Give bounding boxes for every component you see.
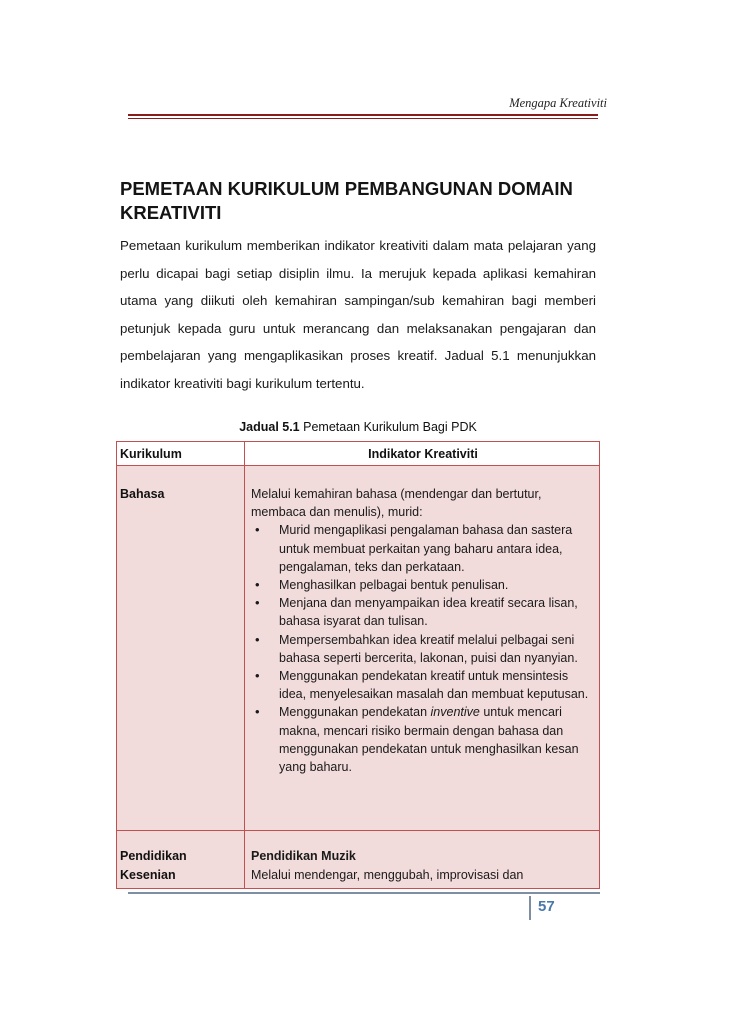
bahasa-bullet: • Mempersembahkan idea kreatif melalui pelbagai seni bahasa seperti bercerita, lakonan, puisi dan nyanyian. bbox=[251, 631, 595, 667]
page-number: 57 bbox=[538, 898, 555, 915]
bahasa-bullet-list bbox=[251, 521, 595, 776]
row-label-pendidikan: Pendidikan bbox=[120, 849, 187, 863]
running-header: Mengapa Kreativiti bbox=[509, 96, 607, 110]
bahasa-bullet: • Menggunakan pendekatan kreatif untuk mensintesis idea, menyelesaikan masalah dan membuat keputusan. bbox=[251, 667, 595, 703]
body-paragraph: Pemetaan kurikulum memberikan indikator kreativiti dalam mata pelajaran yang perlu dicapai bagi setiap disiplin ilmu. Ia merujuk kepada aplikasi kemahiran utama yang diikuti oleh kemahiran sampingan/sub kemahiran bagi memberi petunjuk kepada guru untuk merancang dan melaksanakan pengajaran dan pembelajaran yang mengaplikasikan proses kreatif. Jadual 5.1 menunjukkan indikator kreativiti bagi kurikulum tertentu. bbox=[120, 238, 596, 391]
table-header-row bbox=[117, 442, 599, 466]
footer-rule bbox=[128, 892, 600, 894]
curriculum-table bbox=[116, 441, 600, 889]
kesenian-indicators bbox=[251, 847, 595, 885]
bahasa-bullet: • Murid mengaplikasi pengalaman bahasa dan sastera untuk membuat perkaitan yang baharu antara idea, pengalaman, teks dan perkataan. bbox=[251, 521, 595, 576]
header-rule bbox=[128, 114, 598, 116]
table-row-kesenian bbox=[117, 831, 599, 888]
kesenian-subhead: Pendidikan Muzik bbox=[251, 849, 356, 863]
caption-text: Pemetaan Kurikulum Bagi PDK bbox=[299, 420, 477, 434]
header-indikator: Indikator Kreativiti bbox=[368, 447, 478, 461]
table-row-bahasa bbox=[117, 466, 599, 831]
caption-label: Jadual 5.1 bbox=[239, 420, 300, 434]
bahasa-bullet: • Menjana dan menyampaikan idea kreatif secara lisan, bahasa isyarat dan tulisan. bbox=[251, 594, 595, 630]
kesenian-text: Melalui mendengar, menggubah, improvisasi dan bbox=[251, 868, 524, 882]
bullet-text-before: Menggunakan pendekatan bbox=[279, 705, 431, 720]
header-rule-thin bbox=[128, 118, 598, 119]
row-label-bahasa: Bahasa bbox=[120, 487, 165, 501]
bahasa-bullet bbox=[251, 703, 595, 776]
header-kurikulum: Kurikulum bbox=[120, 447, 182, 461]
bullet-text-italic: inventive bbox=[430, 705, 480, 720]
column-divider bbox=[244, 442, 245, 888]
bullet-text-after: untuk mencari makna, mencari risiko bermain dengan bahasa dan menggunakan pendekatan untuk menghasilkan kesan yang baharu. bbox=[279, 705, 579, 775]
bahasa-bullet: • Menghasilkan pelbagai bentuk penulisan. bbox=[251, 576, 595, 594]
table-caption bbox=[120, 420, 596, 434]
page-title: PEMETAAN KURIKULUM PEMBANGUNAN DOMAIN KREATIVITI bbox=[120, 178, 573, 223]
row-label-kesenian: Kesenian bbox=[120, 868, 176, 882]
bahasa-indicators bbox=[251, 485, 595, 776]
bahasa-intro: Melalui kemahiran bahasa (mendengar dan bertutur, membaca dan menulis), murid: bbox=[251, 487, 542, 520]
page-number-bar bbox=[529, 896, 531, 920]
